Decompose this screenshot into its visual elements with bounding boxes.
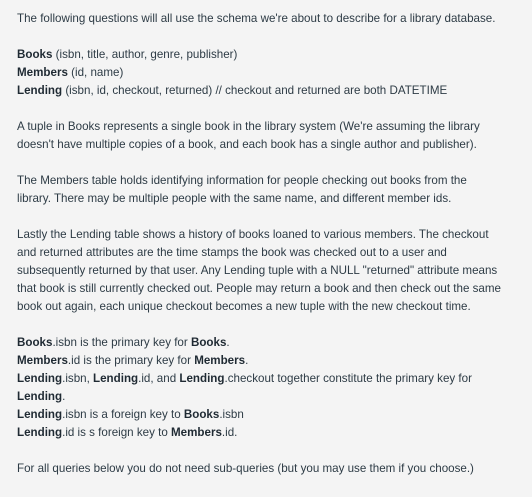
books-desc-line-2: doesn't have multiple copies of a book, and each book has a single author and publisher). xyxy=(17,138,477,151)
key-table-name: Books xyxy=(183,408,220,421)
schema-members-name: Members xyxy=(17,66,68,79)
key-table-name: Lending xyxy=(17,426,63,439)
lending-desc-line-2: and returned attributes are the time stamps the book was checked out to a user and xyxy=(17,246,447,259)
key-text: .id. xyxy=(221,426,238,439)
schema-lending-attrs: (isbn, id, checkout, returned) // checkout and returned are both DATETIME xyxy=(62,84,448,97)
footer-text: For all queries below you do not need sub-queries (but you may use them if you choose.) xyxy=(17,462,474,475)
members-desc-line-2: library. There may be multiple people with the same name, and different member ids. xyxy=(17,192,452,205)
key-text: .isbn xyxy=(219,408,244,421)
key-text: .id, and xyxy=(138,372,180,385)
lending-desc-line-4: that book is still currently checked out. People may return a book and then check out the same xyxy=(17,282,501,295)
key-table-name: Lending xyxy=(17,408,63,421)
lending-desc-line-3: subsequently returned by that user. Any Lending tuple with a NULL "returned" attribute means xyxy=(17,264,498,277)
schema-members-attrs: (id, name) xyxy=(67,66,124,79)
key-table-name: Lending xyxy=(93,372,139,385)
key-lending-foreign-books xyxy=(17,406,516,424)
intro-text: The following questions will all use the schema we're about to describe for a library database. xyxy=(17,12,496,25)
key-books-primary xyxy=(17,334,516,352)
key-table-name: Members xyxy=(194,354,246,367)
key-text: . xyxy=(245,354,249,367)
key-table-name: Books xyxy=(190,336,227,349)
key-text: .isbn is the primary key for xyxy=(52,336,191,349)
schema-books-attrs: (isbn, title, author, genre, publisher) xyxy=(52,48,238,61)
key-text: .isbn, xyxy=(62,372,94,385)
key-text: .isbn is a foreign key to xyxy=(62,408,184,421)
schema-lending xyxy=(17,82,516,100)
lending-desc-line-5: book out again, each unique checkout becomes a new tuple with the new checkout time. xyxy=(17,300,471,313)
schema-lending-name: Lending xyxy=(17,84,63,97)
key-text: . xyxy=(62,390,66,403)
key-lending-primary-cont xyxy=(17,388,516,406)
key-members-primary xyxy=(17,352,516,370)
key-text: . xyxy=(226,336,230,349)
key-table-name: Members xyxy=(17,354,68,367)
key-lending-foreign-members xyxy=(17,424,516,442)
key-table-name: Books xyxy=(17,336,53,349)
key-table-name: Members xyxy=(171,426,222,439)
key-text: .checkout together constitute the primary key for xyxy=(224,372,472,385)
key-table-name: Lending xyxy=(179,372,225,385)
books-desc-line-1: A tuple in Books represents a single book in the library system (We're assuming the library xyxy=(17,120,480,133)
schema-books-name: Books xyxy=(17,48,53,61)
key-text: .id is s foreign key to xyxy=(62,426,171,439)
schema-members xyxy=(17,64,516,82)
key-table-name: Lending xyxy=(17,390,63,403)
key-lending-primary xyxy=(17,370,516,388)
key-table-name: Lending xyxy=(17,372,63,385)
members-desc-line-1: The Members table holds identifying information for people checking out books from the xyxy=(17,174,467,187)
lending-desc-line-1: Lastly the Lending table shows a history of books loaned to various members. The checkout xyxy=(17,228,489,241)
schema-books xyxy=(17,46,516,64)
key-text: .id is the primary key for xyxy=(67,354,195,367)
